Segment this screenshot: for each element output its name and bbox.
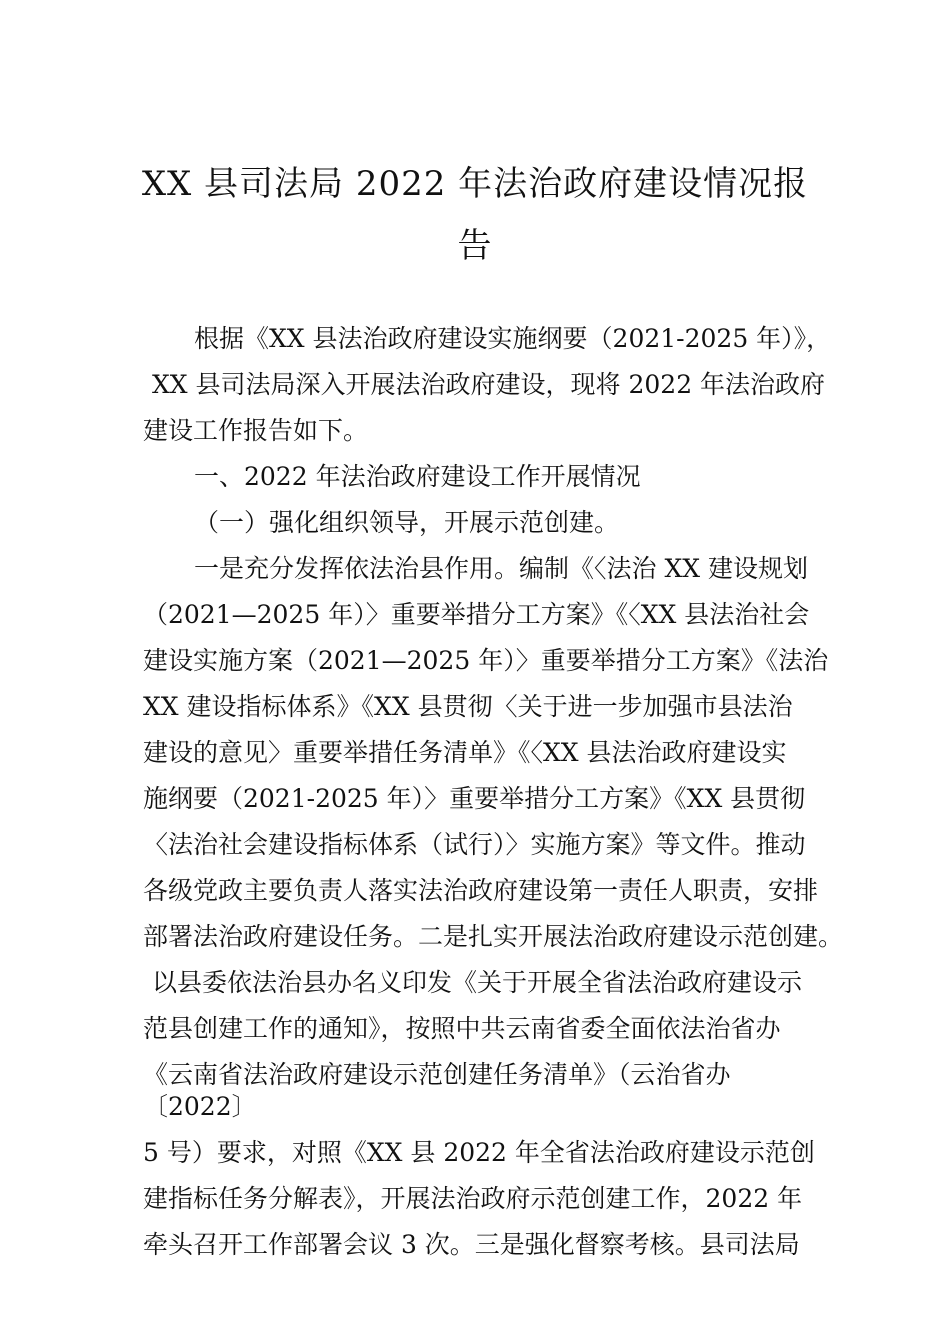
body-line: 范县创建工作的通知》，按照中共云南省委全面依法治省办 bbox=[143, 1014, 781, 1043]
body-line: XX 县司法局深入开展法治政府建设，现将 2022 年法治政府 bbox=[152, 370, 826, 399]
body-line: 《云南省法治政府建设示范创建任务清单》（云治省办 bbox=[143, 1060, 731, 1089]
body-line: 一是充分发挥依法治县作用。编制《〈法治 XX 建设规划 bbox=[194, 554, 808, 583]
body-line: 部署法治政府建设任务。二是扎实开展法治政府建设示范创建。 bbox=[143, 922, 844, 951]
body-line: 各级党政主要负责人落实法治政府建设第一责任人职责，安排 bbox=[143, 876, 819, 905]
section-heading: 一、2022 年法治政府建设工作开展情况 bbox=[194, 462, 641, 491]
body-line: （2021—2025 年）〉重要举措分工方案》《〈XX 县法治社会 bbox=[143, 600, 810, 629]
body-line: 建设实施方案（2021—2025 年）〉重要举措分工方案》《法治 bbox=[143, 646, 829, 675]
body-line: 建设工作报告如下。 bbox=[143, 416, 369, 445]
body-line: 根据《XX 县法治政府建设实施纲要（2021-2025 年）》， bbox=[194, 324, 832, 353]
body-line: 建指标任务分解表》，开展法治政府示范创建工作，2022 年 bbox=[143, 1184, 803, 1213]
body-line: 5 号）要求，对照《XX 县 2022 年全省法治政府建设示范创 bbox=[143, 1138, 815, 1167]
body-line: 施纲要（2021-2025 年）〉重要举措分工方案》《XX 县贯彻 bbox=[143, 784, 806, 813]
body-line: 以县委依法治县办名义印发《关于开展全省法治政府建设示 bbox=[152, 968, 803, 997]
body-line: 建设的意见〉重要举措任务清单》《〈XX 县法治政府建设实 bbox=[143, 738, 787, 767]
document-title-line-2: 告 bbox=[457, 226, 493, 266]
document-title-line-1: XX 县司法局 2022 年法治政府建设情况报 bbox=[141, 164, 809, 204]
body-line: 〈法治社会建设指标体系（试行）〉实施方案》等文件。推动 bbox=[143, 830, 806, 859]
body-line: XX 建设指标体系》《XX 县贯彻〈关于进一步加强市县法治 bbox=[143, 692, 793, 721]
body-line: 〔2022〕 bbox=[143, 1092, 257, 1121]
body-line: 牵头召开工作部署会议 3 次。三是强化督察考核。县司法局 bbox=[143, 1230, 800, 1259]
subsection-heading: （一）强化组织领导，开展示范创建。 bbox=[194, 508, 620, 537]
